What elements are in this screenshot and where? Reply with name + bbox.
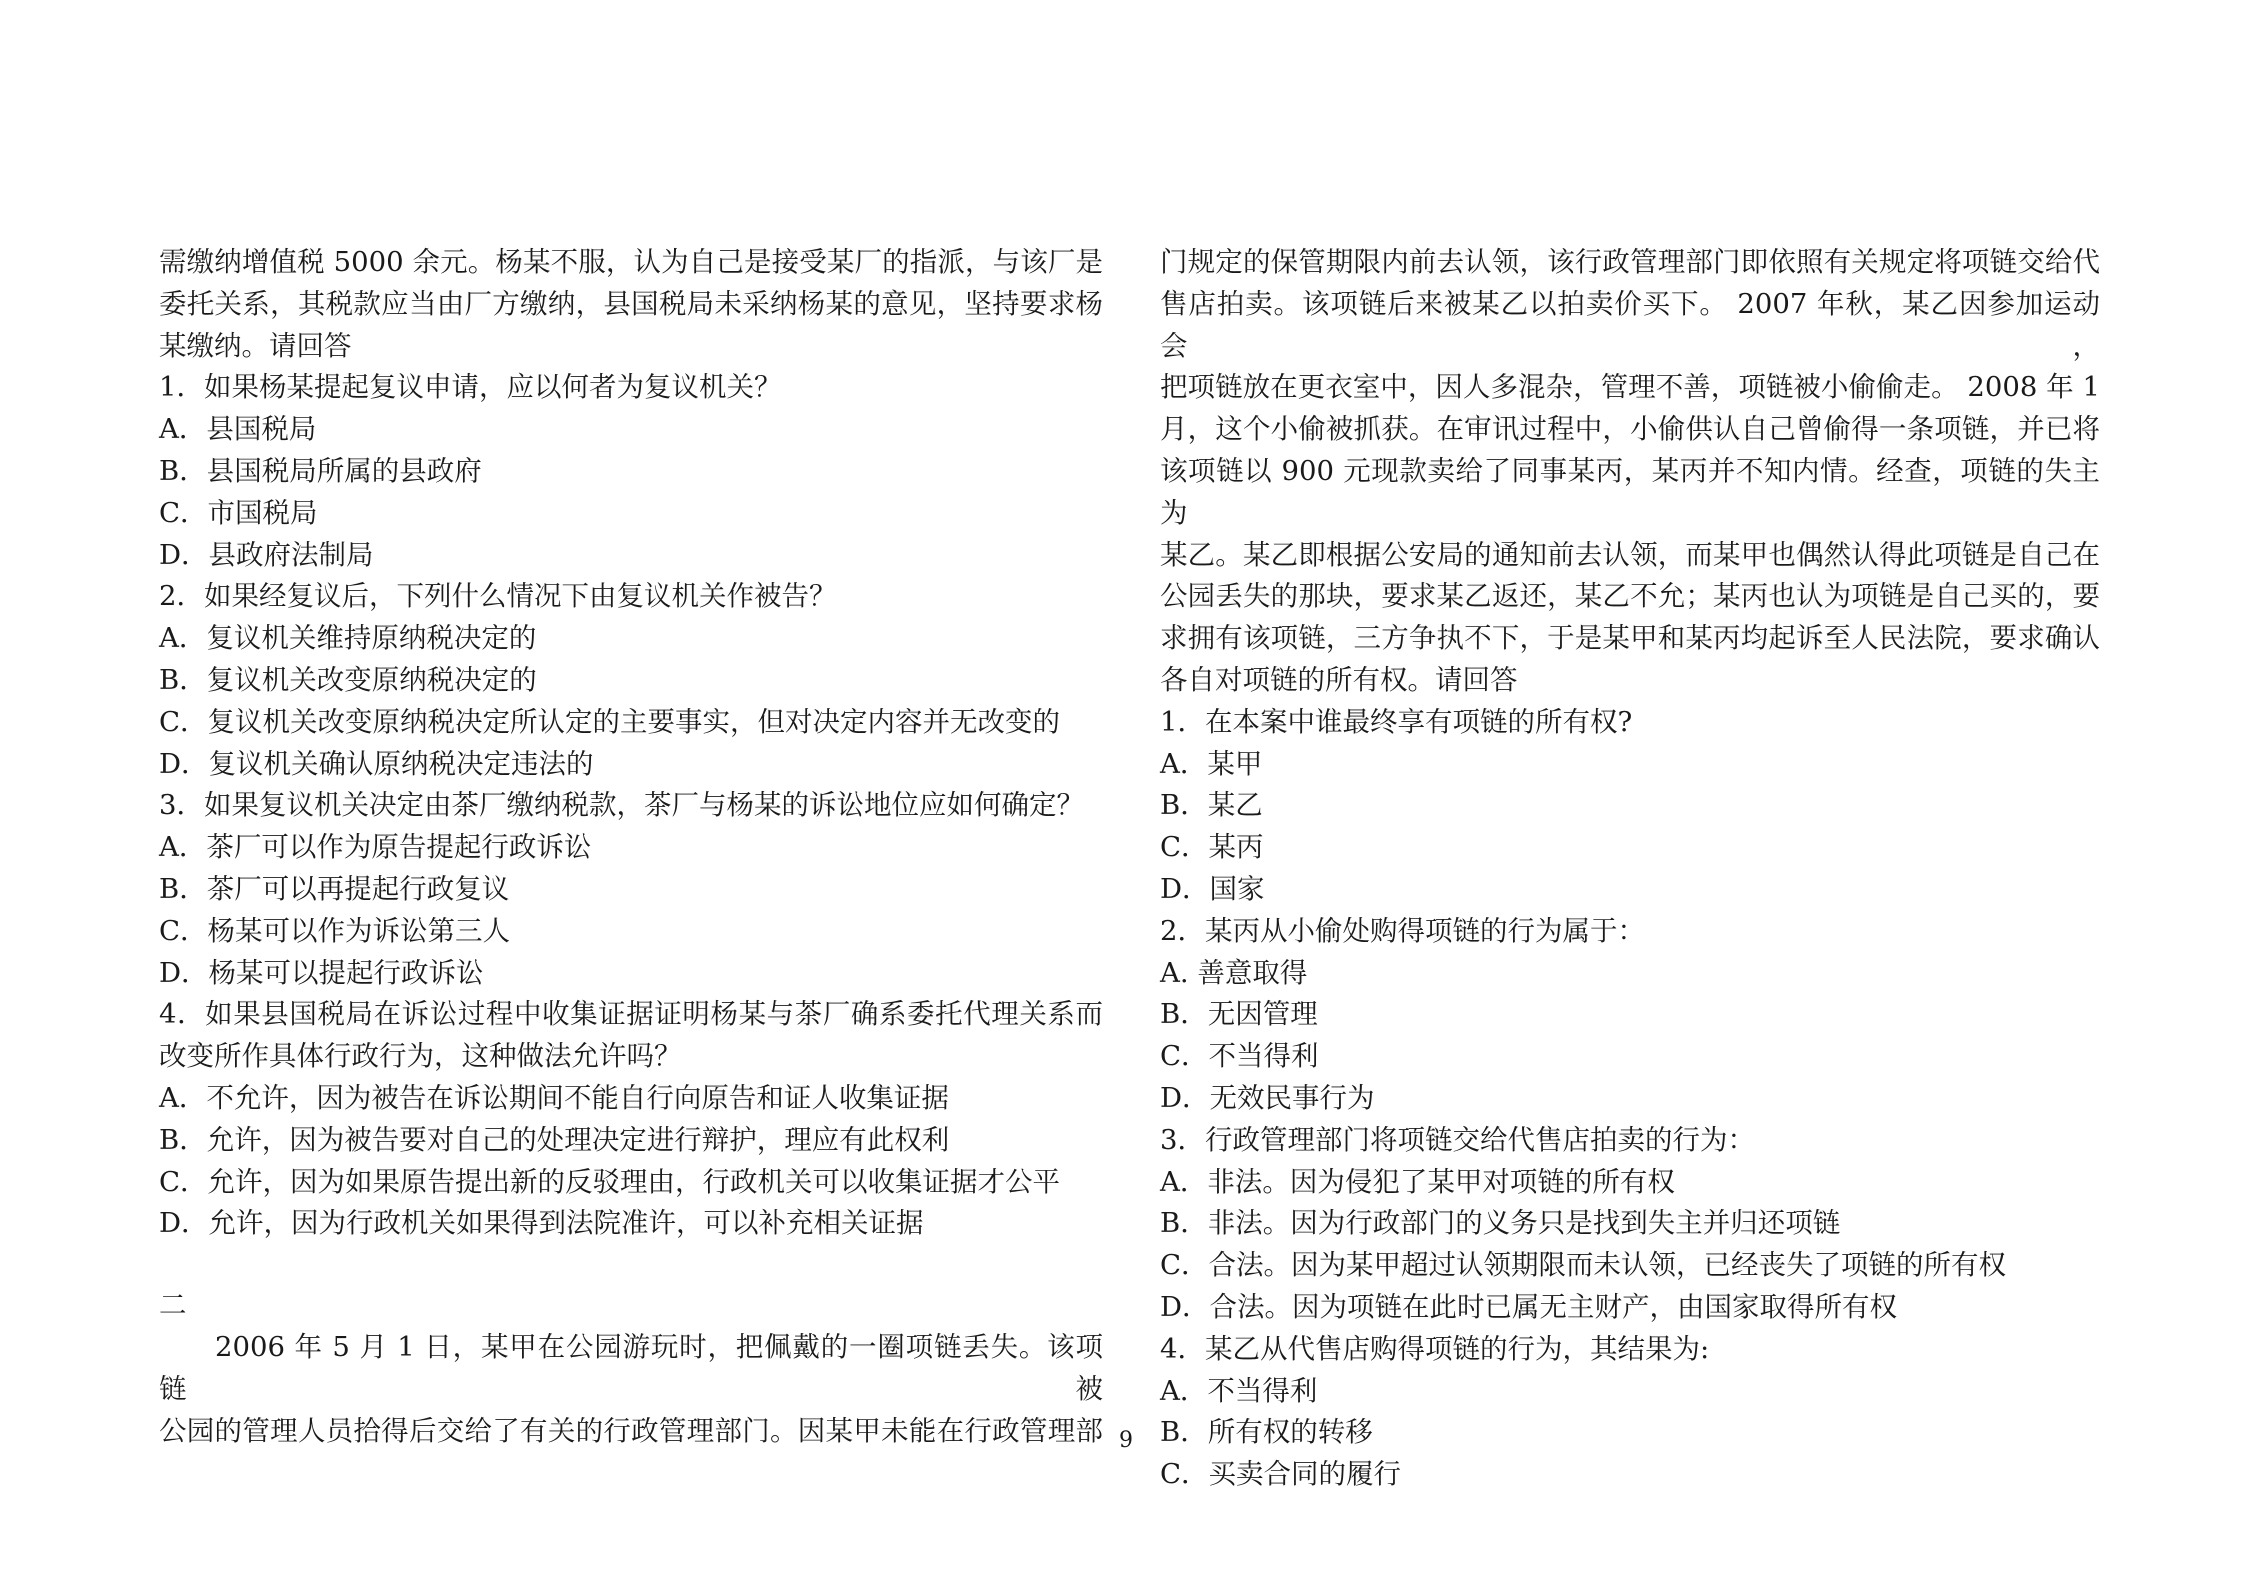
intro-line: 需缴纳增值税 5000 余元。杨某不服，认为自己是接受某厂的指派，与该厂是: [159, 246, 1103, 278]
option: B．茶厂可以再提起行政复议: [159, 872, 510, 905]
option: B．复议机关改变原纳税决定的: [159, 663, 537, 696]
option: B．所有权的转移: [1160, 1416, 1373, 1449]
case-2-line: 公园的管理人员拾得后交给了有关的行政管理部门。因某甲未能在行政管理部: [159, 1414, 1103, 1447]
question-2: 2．某丙从小偷处购得项链的行为属于：: [1160, 914, 1645, 947]
option: C．杨某可以作为诉讼第三人: [159, 914, 511, 947]
option: A. 善意取得: [1160, 956, 1308, 989]
case-line: 售店拍卖。该项链后来被某乙以拍卖价买下。 2007 年秋，某乙因参加运动会，: [1160, 287, 2100, 362]
left-column: [159, 242, 1103, 1452]
option: B．县国税局所属的县政府: [159, 454, 482, 487]
option: B．非法。因为行政部门的义务只是找到失主并归还项链: [1160, 1207, 1841, 1240]
case-line: 把项链放在更衣室中，因人多混杂，管理不善，项链被小偷偷走。 2008 年 1: [1160, 371, 2100, 404]
option: D．合法。因为项链在此时已属无主财产，由国家取得所有权: [1160, 1290, 1898, 1323]
option: C．某丙: [1160, 831, 1264, 864]
option: D．杨某可以提起行政诉讼: [159, 956, 484, 989]
option: B．允许，因为被告要对自己的处理决定进行辩护，理应有此权利: [159, 1123, 950, 1156]
option: A．非法。因为侵犯了某甲对项链的所有权: [1160, 1165, 1675, 1198]
intro-line: 某缴纳。请回答: [159, 329, 352, 362]
option: C．买卖合同的履行: [1160, 1458, 1402, 1491]
option: B．某乙: [1160, 789, 1263, 822]
right-column: [1160, 242, 2100, 1496]
option: A．某甲: [1160, 747, 1263, 780]
question-4-cont: 改变所作具体行政行为，这种做法允许吗？: [159, 1040, 682, 1073]
option: D．允许，因为行政机关如果得到法院准许，可以补充相关证据: [159, 1207, 924, 1240]
question-2: 2．如果经复议后，下列什么情况下由复议机关作被告？: [159, 580, 837, 613]
option: D．复议机关确认原纳税决定违法的: [159, 747, 594, 780]
option: A．县国税局: [159, 413, 317, 446]
question-4: 4．如果县国税局在诉讼过程中收集证据证明杨某与茶厂确系委托代理关系而: [159, 998, 1103, 1031]
page-number: 9: [1119, 1428, 1133, 1453]
option: C．合法。因为某甲超过认领期限而未认领，已经丧失了项链的所有权: [1160, 1249, 2007, 1282]
section-heading: 二: [159, 1289, 187, 1322]
question-4: 4．某乙从代售店购得项链的行为，其结果为:: [1160, 1332, 1710, 1365]
case-line: 门规定的保管期限内前去认领，该行政管理部门即依照有关规定将项链交给代: [1160, 246, 2100, 278]
option: B．无因管理: [1160, 998, 1318, 1031]
case-line: 月，这个小偷被抓获。在审讯过程中，小偷供认自己曾偷得一条项链，并已将: [1160, 413, 2100, 446]
option: C．允许，因为如果原告提出新的反驳理由，行政机关可以收集证据才公平: [159, 1165, 1061, 1198]
question-3: 3．如果复议机关决定由茶厂缴纳税款，茶厂与杨某的诉讼地位应如何确定？: [159, 789, 1084, 822]
case-line: 该项链以 900 元现款卖给了同事某丙，某丙并不知内情。经查，项链的失主为: [1160, 454, 2100, 529]
option: C．市国税局: [159, 496, 318, 529]
option: C．复议机关改变原纳税决定所认定的主要事实，但对决定内容并无改变的: [159, 705, 1061, 738]
question-1: 1．如果杨某提起复议申请，应以何者为复议机关？: [159, 371, 782, 404]
question-3: 3．行政管理部门将项链交给代售店拍卖的行为：: [1160, 1123, 1755, 1156]
case-line: 各自对项链的所有权。请回答: [1160, 663, 1518, 696]
case-2-line: 2006 年 5 月 1 日，某甲在公园游玩时，把佩戴的一圈项链丢失。该项链被: [159, 1330, 1103, 1405]
case-line: 公园丢失的那块，要求某乙返还，某乙不允；某丙也认为项链是自己买的，要: [1160, 580, 2100, 613]
option: A．复议机关维持原纳税决定的: [159, 622, 537, 655]
option: D．县政府法制局: [159, 538, 374, 571]
case-line: 某乙。某乙即根据公安局的通知前去认领，而某甲也偶然认得此项链是自己在: [1160, 538, 2100, 571]
case-line: 求拥有该项链，三方争执不下，于是某甲和某丙均起诉至人民法院，要求确认: [1160, 622, 2100, 655]
option: A．茶厂可以作为原告提起行政诉讼: [159, 831, 592, 864]
intro-line: 委托关系，其税款应当由厂方缴纳，县国税局未采纳杨某的意见，坚持要求杨: [159, 287, 1103, 320]
question-1: 1．在本案中谁最终享有项链的所有权?: [1160, 705, 1633, 738]
option: A．不当得利: [1160, 1374, 1318, 1407]
option: C．不当得利: [1160, 1040, 1319, 1073]
option: D．国家: [1160, 872, 1265, 905]
option: D．无效民事行为: [1160, 1081, 1375, 1114]
option: A．不允许，因为被告在诉讼期间不能自行向原告和证人收集证据: [159, 1081, 949, 1114]
